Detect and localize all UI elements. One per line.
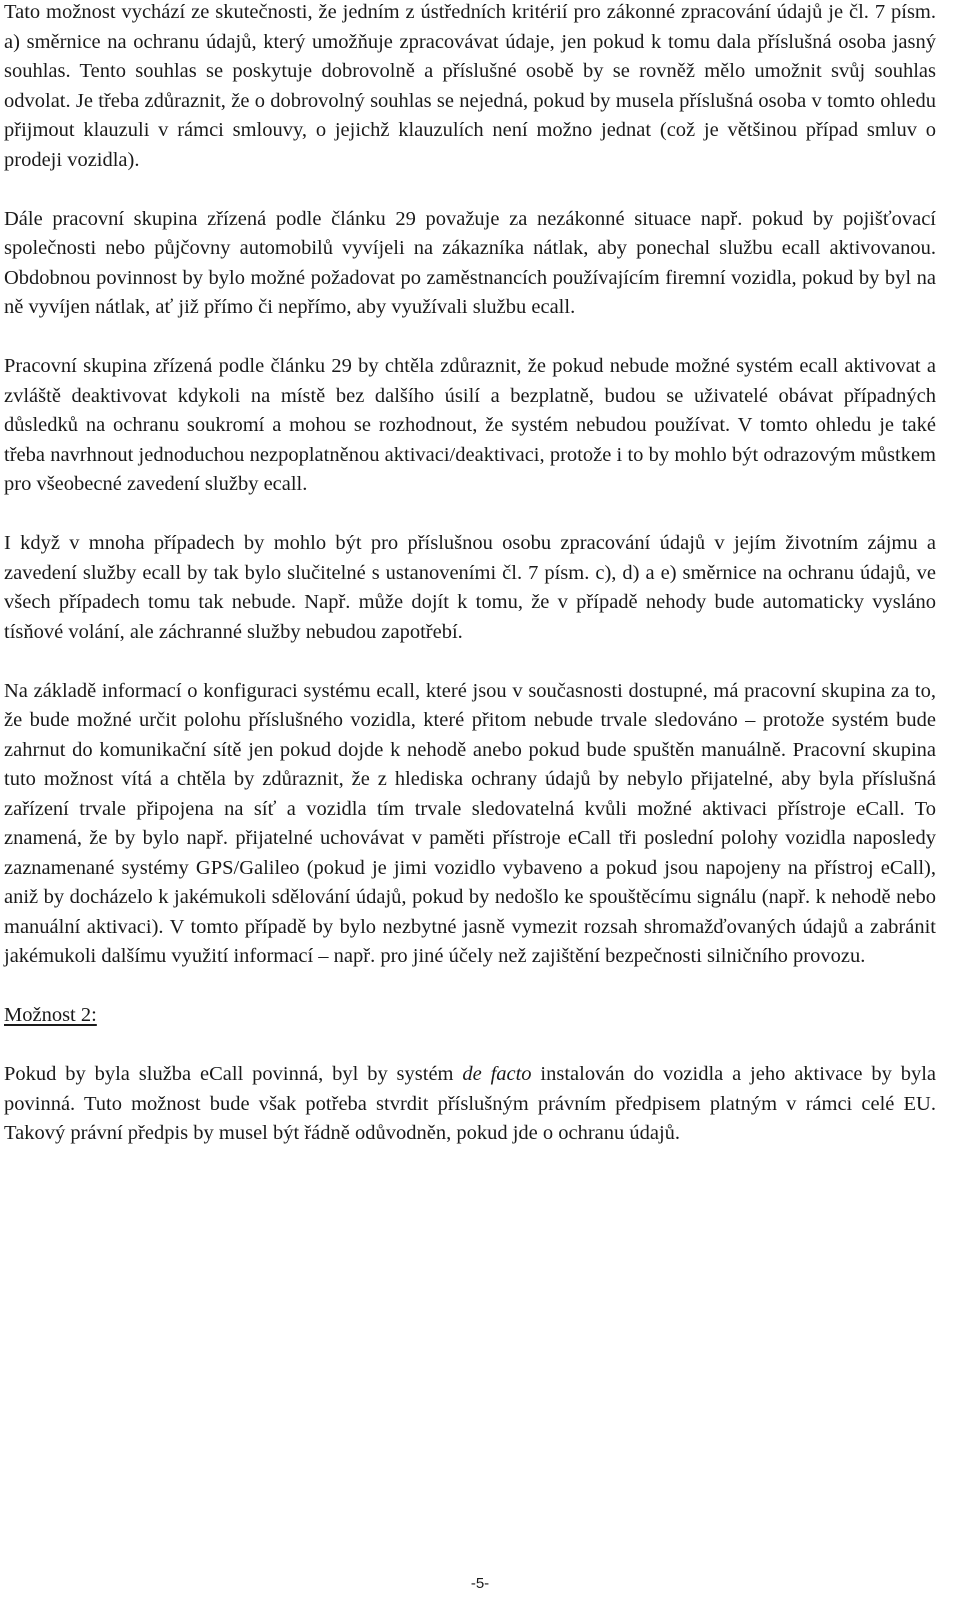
paragraph-consent: Tato možnost vychází ze skutečnosti, že jedním z ústředních kritérií pro zákonné zpracování údajů je čl. 7 písm. a) směrnice na ochranu údajů, který umožňuje zpracovávat údaje, jen pokud k tomu dala příslušná osoba jasný souhlas. Tento souhlas se poskytuje dobrovolně a příslušné osobě by se rovněž mělo umožnit svůj souhlas odvolat. Je třeba zdůraznit, že o dobrovolný souhlas se nejedná, pokud by musela příslušná osoba v tomto ohledu přijmout klauzuli v rámci smlouvy, o jejichž klauzulích není možno jednat (což je většinou případ smluv o prodeji vozidla). — [4, 1, 936, 171]
paragraph-configuration: Na základě informací o konfiguraci systému ecall, které jsou v současnosti dostupné, má pracovní skupina za to, že bude možné určit polohu příslušného vozidla, které přitom nebude trvale sledováno – protože systém bude zahrnut do komunikační sítě jen pokud dojde k nehodě anebo pokud bude spuštěn manuálně. Pracovní skupina tuto možnost vítá a chtěla by zdůraznit, že z hlediska ochrany údajů by nebylo přijatelné, aby byla příslušná zařízení trvale připojena na síť a vozidla tím trvale sledovatelná kvůli možné aktivaci přístroje eCall. To znamená, že by bylo např. přijatelné uchovávat v paměti přístroje eCall tři poslední polohy vozidla naposledy zaznamenané systémy GPS/Galileo (pokud je jimi vozidlo vybaveno a pokud jsou napojeny na přístroj eCall), aniž by docházelo k jakémukoli sdělování údajů, pokud by nedošlo ke spouštěcímu signálu (např. k nehodě nebo manuální aktivaci). V tomto případě by bylo nezbytné jasně vymezit rozsah shromažďovaných údajů a zabránit jakémukoli dalšímu využití informací – např. pro jiné účely než zajištění bezpečnosti silničního provozu. — [4, 679, 936, 967]
document-body — [4, 0, 936, 1149]
paragraph-spacer — [4, 323, 936, 353]
paragraph-mandatory-end: instalován do vozidla a jeho aktivace by byla povinná. Tuto možnost bude však potřeba stvrdit příslušným právním předpisem platným v rámci celé EU. Takový právní předpis by musel být řádně odůvodněn, pokud jde o ochranu údajů. — [4, 1063, 936, 1144]
paragraph-spacer — [4, 1031, 936, 1061]
paragraph-vital-interest: I když v mnoha případech by mohlo být pro příslušnou osobu zpracování údajů v jejím životním zájmu a zavedení služby ecall by tak bylo slučitelné s ustanoveními čl. 7 písm. c), d) a e) směrnice na ochranu údajů, ve všech případech tomu tak nebude. Např. může dojít k tomu, že v případě nehody bude automaticky vysláno tísňové volání, ale záchranné služby nebudou zapotřebí. — [4, 532, 936, 643]
section-heading — [4, 1001, 936, 1031]
paragraph-pressure: Dále pracovní skupina zřízená podle článku 29 považuje za nezákonné situace např. pokud by pojišťovací společnosti nebo půjčovny automobilů vyvíjeli na zákazníka nátlak, aby ponechal službu ecall aktivovanou. Obdobnou povinnost by bylo možné požadovat po zaměstnancích používajícím firemní vozidla, pokud by byl na ně vyvíjen nátlak, ať již přímo či nepřímo, aby využívali službu ecall. — [4, 207, 936, 318]
paragraph-mandatory-italic: de facto — [462, 1063, 532, 1085]
paragraph-spacer — [4, 647, 936, 677]
paragraph-spacer — [4, 175, 936, 205]
paragraph-mandatory — [4, 1060, 936, 1149]
paragraph-mandatory-start: Pokud by byla služba eCall povinná, byl by systém — [4, 1063, 463, 1085]
option-heading: Možnost 2: — [4, 1004, 97, 1026]
page-number: -5- — [470, 1575, 490, 1592]
paragraph-activation: Pracovní skupina zřízená podle článku 29 by chtěla zdůraznit, že pokud nebude možné systém ecall aktivovat a zvláště deaktivovat kdykoli na místě bez dalšího úsilí a bezplatně, budou se uživatelé obávat případných důsledků na ochranu soukromí a mohou se rozhodnout, že systém nebudou používat. V tomto ohledu je také třeba navrhnout jednoduchou nezpoplatněnou aktivaci/deaktivaci, protože i to by mohlo být odrazovým můstkem pro všeobecné zavedení služby ecall. — [4, 355, 936, 495]
paragraph-spacer — [4, 500, 936, 530]
paragraph-spacer — [4, 972, 936, 1002]
